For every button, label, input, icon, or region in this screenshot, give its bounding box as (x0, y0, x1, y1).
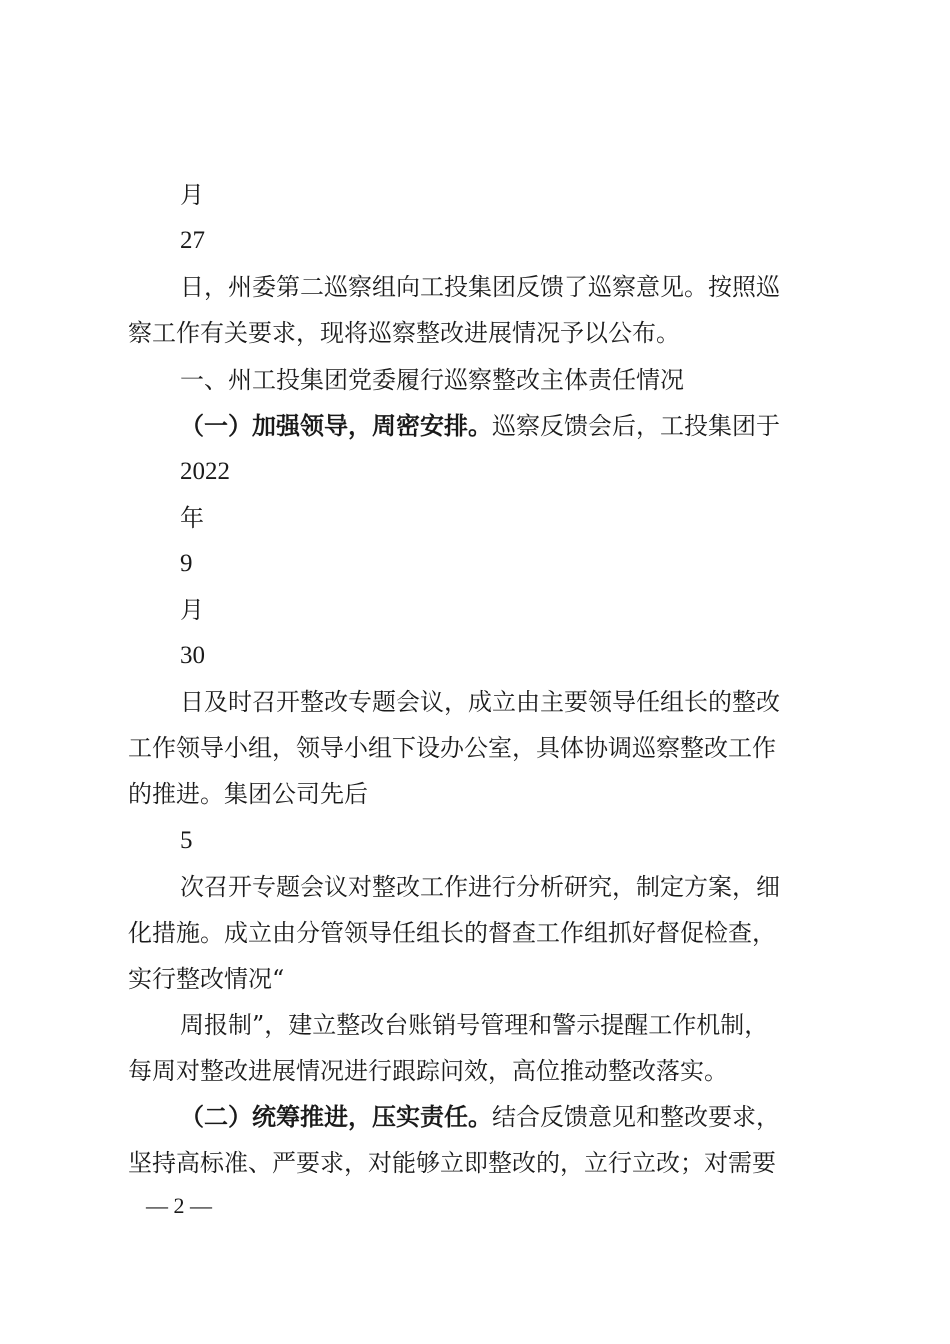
text-line: 坚持高标准、严要求，对能够立即整改的，立行立改；对需要 (128, 1149, 776, 1177)
text-line: 月 (180, 596, 204, 624)
text-line: 27 (180, 227, 205, 254)
text-line: 2022 (180, 458, 230, 485)
text-line (180, 411, 780, 441)
text-line: 9 (180, 550, 193, 577)
text-line: 5 (180, 827, 193, 854)
text-line: 周报制”，建立整改台账销号管理和警示提醒工作机制， (180, 1011, 769, 1039)
text-line: 实行整改情况“ (128, 965, 285, 993)
subsection-title: （二）统筹推进，压实责任。 (180, 1102, 492, 1131)
text-line: 次召开专题会议对整改工作进行分析研究，制定方案，细 (180, 873, 780, 901)
section-heading: 一、州工投集团党委履行巡察整改主体责任情况 (180, 366, 684, 394)
subsection-title: （一）加强领导，周密安排。 (180, 411, 492, 440)
text-line: 日及时召开整改专题会议，成立由主要领导任组长的整改 (180, 688, 780, 716)
text-line (180, 1102, 780, 1132)
text-span: 巡察反馈会后，工投集团于 (492, 412, 780, 440)
text-span: 结合反馈意见和整改要求， (492, 1103, 780, 1131)
page-number: — 2 — (146, 1193, 212, 1218)
text-line: 月 (180, 181, 204, 209)
text-line: 每周对整改进展情况进行跟踪问效，高位推动整改落实。 (128, 1057, 728, 1085)
text-line: 30 (180, 642, 205, 669)
text-line: 的推进。集团公司先后 (128, 780, 368, 808)
text-line: 工作领导小组，领导小组下设办公室，具体协调巡察整改工作 (128, 734, 776, 762)
text-line: 察工作有关要求，现将巡察整改进展情况予以公布。 (128, 319, 680, 347)
text-line: 年 (180, 504, 204, 532)
text-line: 日，州委第二巡察组向工投集团反馈了巡察意见。按照巡 (180, 273, 780, 301)
text-line: 化措施。成立由分管领导任组长的督查工作组抓好督促检查， (128, 919, 776, 947)
